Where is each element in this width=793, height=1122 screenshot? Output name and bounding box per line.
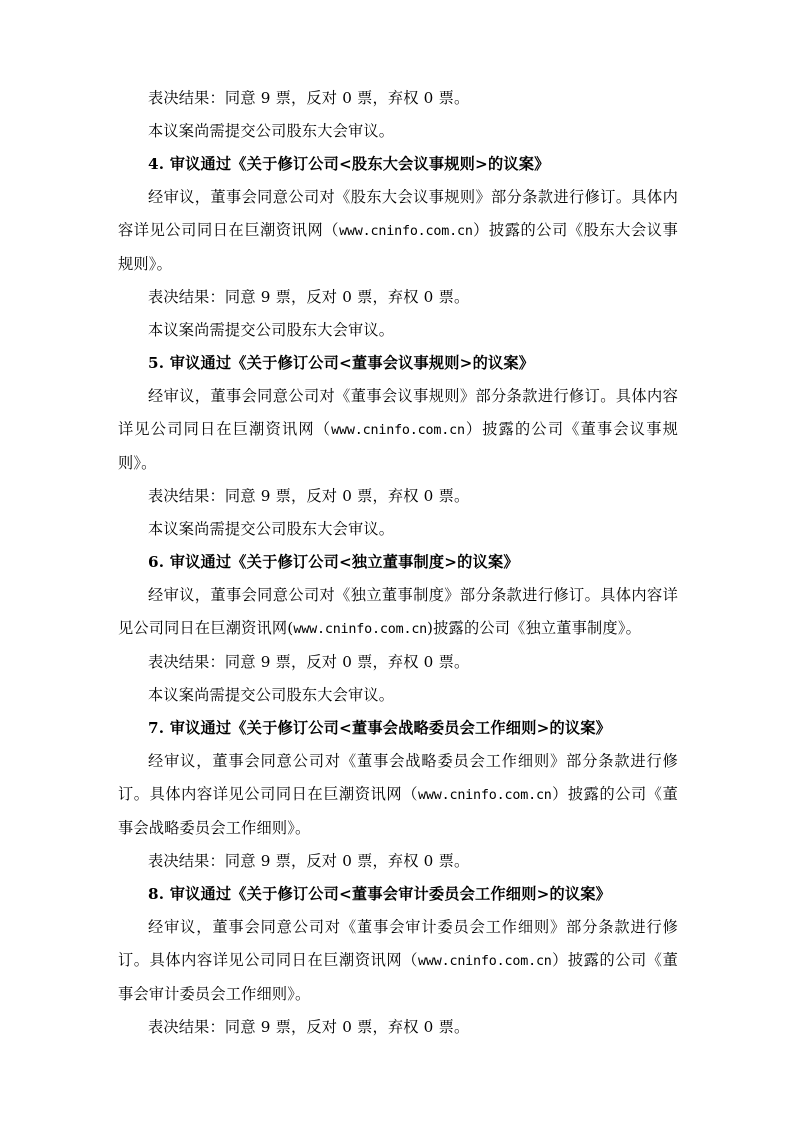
vote-result-5: 表决结果：同意 9 票，反对 0 票，弃权 0 票。 — [148, 487, 470, 505]
submit-note-5: 本议案尚需提交公司股东大会审议。 — [148, 520, 395, 538]
vote-result-6: 表决结果：同意 9 票，反对 0 票，弃权 0 票。 — [148, 653, 470, 671]
vote-result-4: 表决结果：同意 9 票，反对 0 票，弃权 0 票。 — [148, 288, 470, 306]
submit-note-4: 本议案尚需提交公司股东大会审议。 — [148, 321, 395, 339]
heading-item-8: 8. 审议通过《关于修订公司<董事会审计委员会工作细则>的议案》 — [148, 885, 612, 903]
vote-result-3: 表决结果：同意 9 票，反对 0 票，弃权 0 票。 — [148, 89, 470, 107]
text-run: 经审议，董事会同意公司对《股东大会议事规则》部分条款进行修订。具体内容详见公司同日在巨潮资讯网（ — [118, 188, 678, 239]
text-run: ）披露的公司《董事会审计委员会工作细则》。 — [118, 951, 678, 1003]
text-run: 经审议，董事会同意公司对《董事会议事规则》部分条款进行修订。具体内容详见公司同日在巨潮资讯网（ — [118, 387, 678, 438]
text-run: ）披露的公司《董事会议事规则》。 — [118, 420, 678, 472]
text-run: 经审议，董事会同意公司对《独立董事制度》部分条款进行修订。具体内容详见公司同日在巨潮资讯网( — [118, 586, 678, 637]
heading-item-5: 5. 审议通过《关于修订公司<董事会议事规则>的议案》 — [148, 354, 535, 372]
heading-item-6: 6. 审议通过《关于修订公司<独立董事制度>的议案》 — [148, 553, 519, 571]
submit-note-6: 本议案尚需提交公司股东大会审议。 — [148, 686, 395, 704]
website-url: www.cninfo.com.cn — [331, 423, 465, 438]
website-url: www.cninfo.com.cn — [293, 622, 428, 637]
document-body — [118, 82, 678, 1044]
body-item-7 — [118, 745, 678, 845]
vote-result-7: 表决结果：同意 9 票，反对 0 票，弃权 0 票。 — [148, 852, 470, 870]
text-run: ）披露的公司《董事会战略委员会工作细则》。 — [118, 785, 678, 837]
body-item-4 — [118, 181, 678, 281]
website-url: www.cninfo.com.cn — [418, 954, 552, 969]
text-run: )披露的公司《独立董事制度》。 — [427, 619, 641, 637]
website-url: www.cninfo.com.cn — [418, 788, 552, 803]
heading-item-7: 7. 审议通过《关于修订公司<董事会战略委员会工作细则>的议案》 — [148, 719, 612, 737]
vote-result-8: 表决结果：同意 9 票，反对 0 票，弃权 0 票。 — [148, 1018, 470, 1036]
text-run: 经审议，董事会同意公司对《董事会战略委员会工作细则》部分条款进行修订。具体内容详见公司同日在巨潮资讯网（ — [118, 752, 678, 803]
submit-note-3: 本议案尚需提交公司股东大会审议。 — [148, 122, 395, 140]
text-run: 经审议，董事会同意公司对《董事会审计委员会工作细则》部分条款进行修订。具体内容详见公司同日在巨潮资讯网（ — [118, 918, 678, 969]
heading-item-4: 4. 审议通过《关于修订公司<股东大会议事规则>的议案》 — [148, 155, 550, 173]
body-item-5 — [118, 380, 678, 480]
website-url: www.cninfo.com.cn — [339, 224, 473, 239]
body-item-8 — [118, 911, 678, 1011]
text-run: ）披露的公司《股东大会议事规则》。 — [118, 221, 678, 273]
body-item-6 — [118, 579, 678, 646]
